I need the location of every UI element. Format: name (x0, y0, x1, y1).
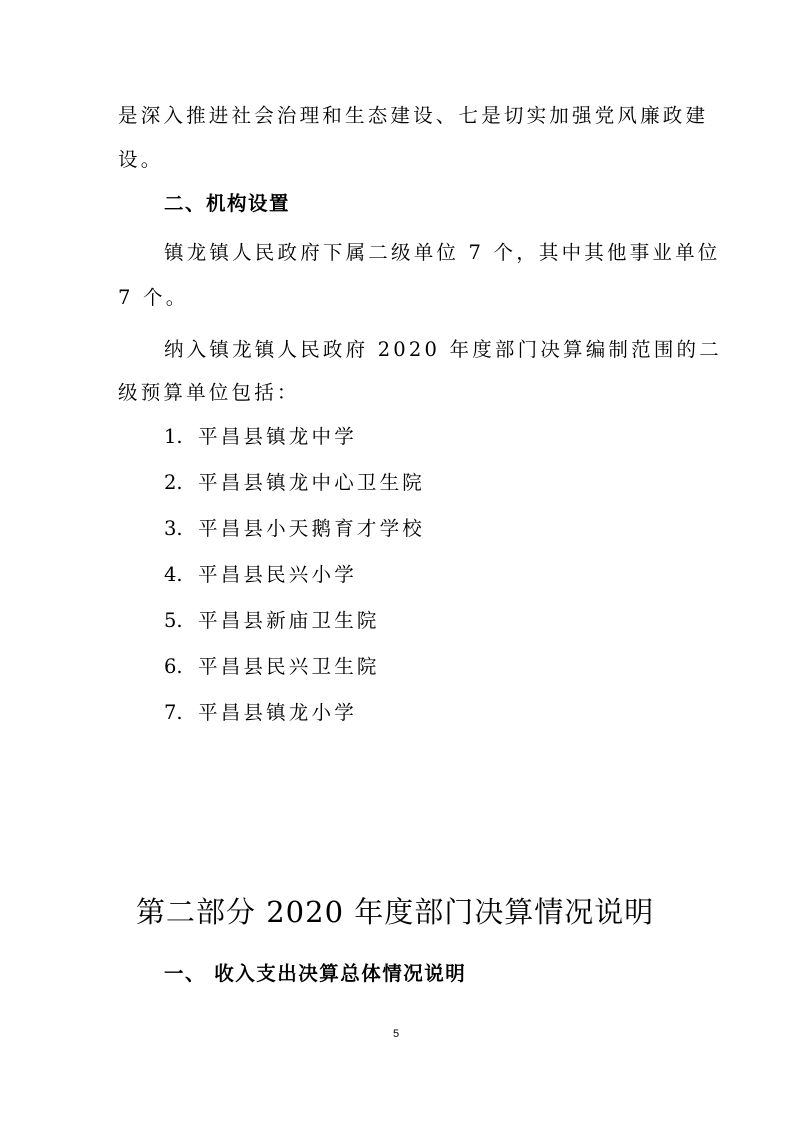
list-item-number: 4. (164, 563, 183, 586)
scope-paragraph-line-2: 级预算单位包括： (118, 381, 300, 404)
scope-paragraph-line-1: 纳入镇龙镇人民政府 2020 年度部门决算编制范围的二 (164, 338, 722, 361)
list-item (164, 703, 357, 723)
list-item-name: 平昌县新庙卫生院 (198, 609, 380, 632)
section-heading-organization: 二、机构设置 (164, 192, 291, 215)
list-item-name: 平昌县镇龙小学 (198, 701, 357, 724)
list-item (164, 657, 380, 677)
list-item-number: 5. (164, 609, 183, 632)
list-item-name: 平昌县镇龙中心卫生院 (198, 471, 426, 494)
list-item (164, 611, 380, 631)
list-item (164, 519, 425, 539)
list-item-number: 3. (164, 517, 183, 540)
list-item (164, 473, 425, 493)
part-title: 第二部分 2020 年度部门决算情况说明 (136, 895, 655, 929)
list-item-name: 平昌县民兴卫生院 (198, 655, 380, 678)
page-number: 5 (393, 1028, 400, 1040)
list-item-number: 2. (164, 471, 183, 494)
list-item-name: 平昌县镇龙中学 (198, 425, 357, 448)
list-item-number: 1. (164, 425, 183, 448)
paragraph-continued-line-2: 设。 (118, 148, 164, 171)
list-item-number: 6. (164, 655, 183, 678)
list-item (164, 565, 357, 585)
institution-paragraph-line-1: 镇龙镇人民政府下属二级单位 7 个，其中其他事业单位 (164, 241, 721, 264)
list-item (164, 427, 357, 447)
list-item-name: 平昌县小天鹅育才学校 (198, 517, 426, 540)
institution-paragraph-line-2: 7 个。 (118, 286, 189, 309)
subsection-heading-income-expense: 一、 收入支出决算总体情况说明 (164, 962, 467, 985)
list-item-number: 7. (164, 701, 183, 724)
list-item-name: 平昌县民兴小学 (198, 563, 357, 586)
paragraph-continued-line-1: 是深入推进社会治理和生态建设、七是切实加强党风廉政建 (118, 104, 709, 127)
